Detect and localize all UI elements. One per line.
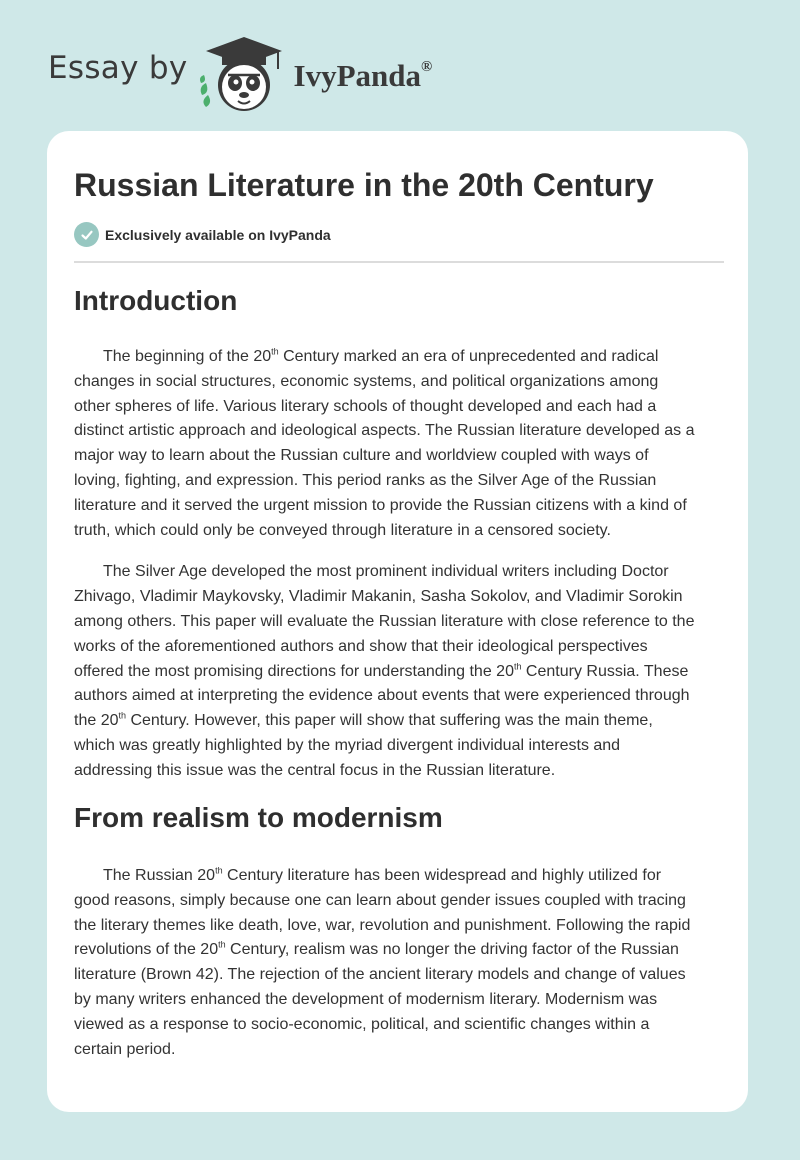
check-icon xyxy=(74,222,99,247)
paragraph-line: authors aimed at interpreting the evidence about events that were experienced through xyxy=(74,687,690,705)
site-header xyxy=(48,34,432,114)
paragraph xyxy=(74,560,724,783)
paragraph-line: changes in social structures, economic systems, and political organizations among xyxy=(74,372,659,390)
paragraph-line: viewed as a response to socio-economic, political, and scientific changes within a xyxy=(74,1015,650,1033)
paragraph-line: truth, which could only be conveyed through literature in a censored society. xyxy=(74,521,611,539)
paragraph-line: loving, fighting, and expression. This period ranks as the Silver Age of the Russian xyxy=(74,471,657,489)
section-heading: From realism to modernism xyxy=(74,802,443,833)
section-realism-to-modernism xyxy=(74,800,724,1062)
paragraph-line: the 20th Century. However, this paper will show that suffering was the main theme, xyxy=(74,710,653,730)
registered-mark: ® xyxy=(421,58,433,75)
ordinal-suffix: th xyxy=(218,940,226,951)
paragraph xyxy=(74,345,724,543)
page-title: Russian Literature in the 20th Century xyxy=(74,167,654,203)
paragraph xyxy=(74,864,724,1062)
exclusive-label: Exclusively available on IvyPanda xyxy=(105,226,331,243)
paragraph-line: offered the most promising directions for understanding the 20th Century Russia. These xyxy=(74,661,689,680)
paragraph-line: the literary themes like death, love, war, revolution and punishment. Following the rapid xyxy=(74,916,691,934)
section-heading: Introduction xyxy=(74,285,238,316)
brand-label: IvyPanda xyxy=(293,58,421,93)
paragraph-line: certain period. xyxy=(74,1040,176,1058)
paragraph-line: addressing this issue was the central focus in the Russian literature. xyxy=(74,761,556,779)
section-introduction xyxy=(74,283,724,784)
paragraph-line: other spheres of life. Various literary schools of thought developed and each had a xyxy=(74,397,657,415)
paragraph-line: The Russian 20th Century literature has been widespread and highly utilized for xyxy=(103,865,662,884)
paragraph-line: revolutions of the 20th Century, realism was no longer the driving factor of the Russian xyxy=(74,940,679,959)
ivypanda-logo-icon[interactable] xyxy=(198,35,290,113)
ordinal-suffix: th xyxy=(513,661,522,672)
paragraph-line: The Silver Age developed the most prominent individual writers including Doctor xyxy=(103,563,669,581)
paragraph-line: Zhivago, Vladimir Maykovsky, Vladimir Makanin, Sasha Sokolov, and Vladimir Sorokin xyxy=(74,588,683,606)
paragraph-line: among others. This paper will evaluate the Russian literature with close reference to the xyxy=(74,612,695,630)
title-divider xyxy=(74,261,724,263)
paragraph-line: literature and it served the urgent mission to provide the Russian citizens with a kind of xyxy=(74,496,687,514)
ordinal-suffix: th xyxy=(271,346,279,357)
brand-name[interactable] xyxy=(294,58,433,94)
paragraph-line: good reasons, simply because one can learn about gender issues coupled with tracing xyxy=(74,891,686,909)
paragraph-line: which was greatly highlighted by the myriad divergent individual interests and xyxy=(74,736,621,754)
ordinal-suffix: th xyxy=(118,710,126,721)
paragraph-line: literature (Brown 42). The rejection of the ancient literary models and change of values xyxy=(74,966,686,984)
exclusive-badge xyxy=(74,222,331,247)
paragraph-line: distinct artistic approach and ideological aspects. The Russian literature developed as a xyxy=(74,422,695,440)
essay-card xyxy=(47,131,748,1112)
paragraph-line: by many writers enhanced the development of modernism literary. Modernism was xyxy=(74,990,658,1008)
paragraph-line: The beginning of the 20th Century marked an era of unprecedented and radical xyxy=(103,346,659,365)
essay-by-label: Essay by xyxy=(48,50,188,86)
paragraph-line: major way to learn about the Russian culture and worldview coupled with ways of xyxy=(74,447,649,465)
paragraph-line: works of the aforementioned authors and show that their ideological perspectives xyxy=(74,637,648,655)
ordinal-suffix: th xyxy=(215,865,223,876)
